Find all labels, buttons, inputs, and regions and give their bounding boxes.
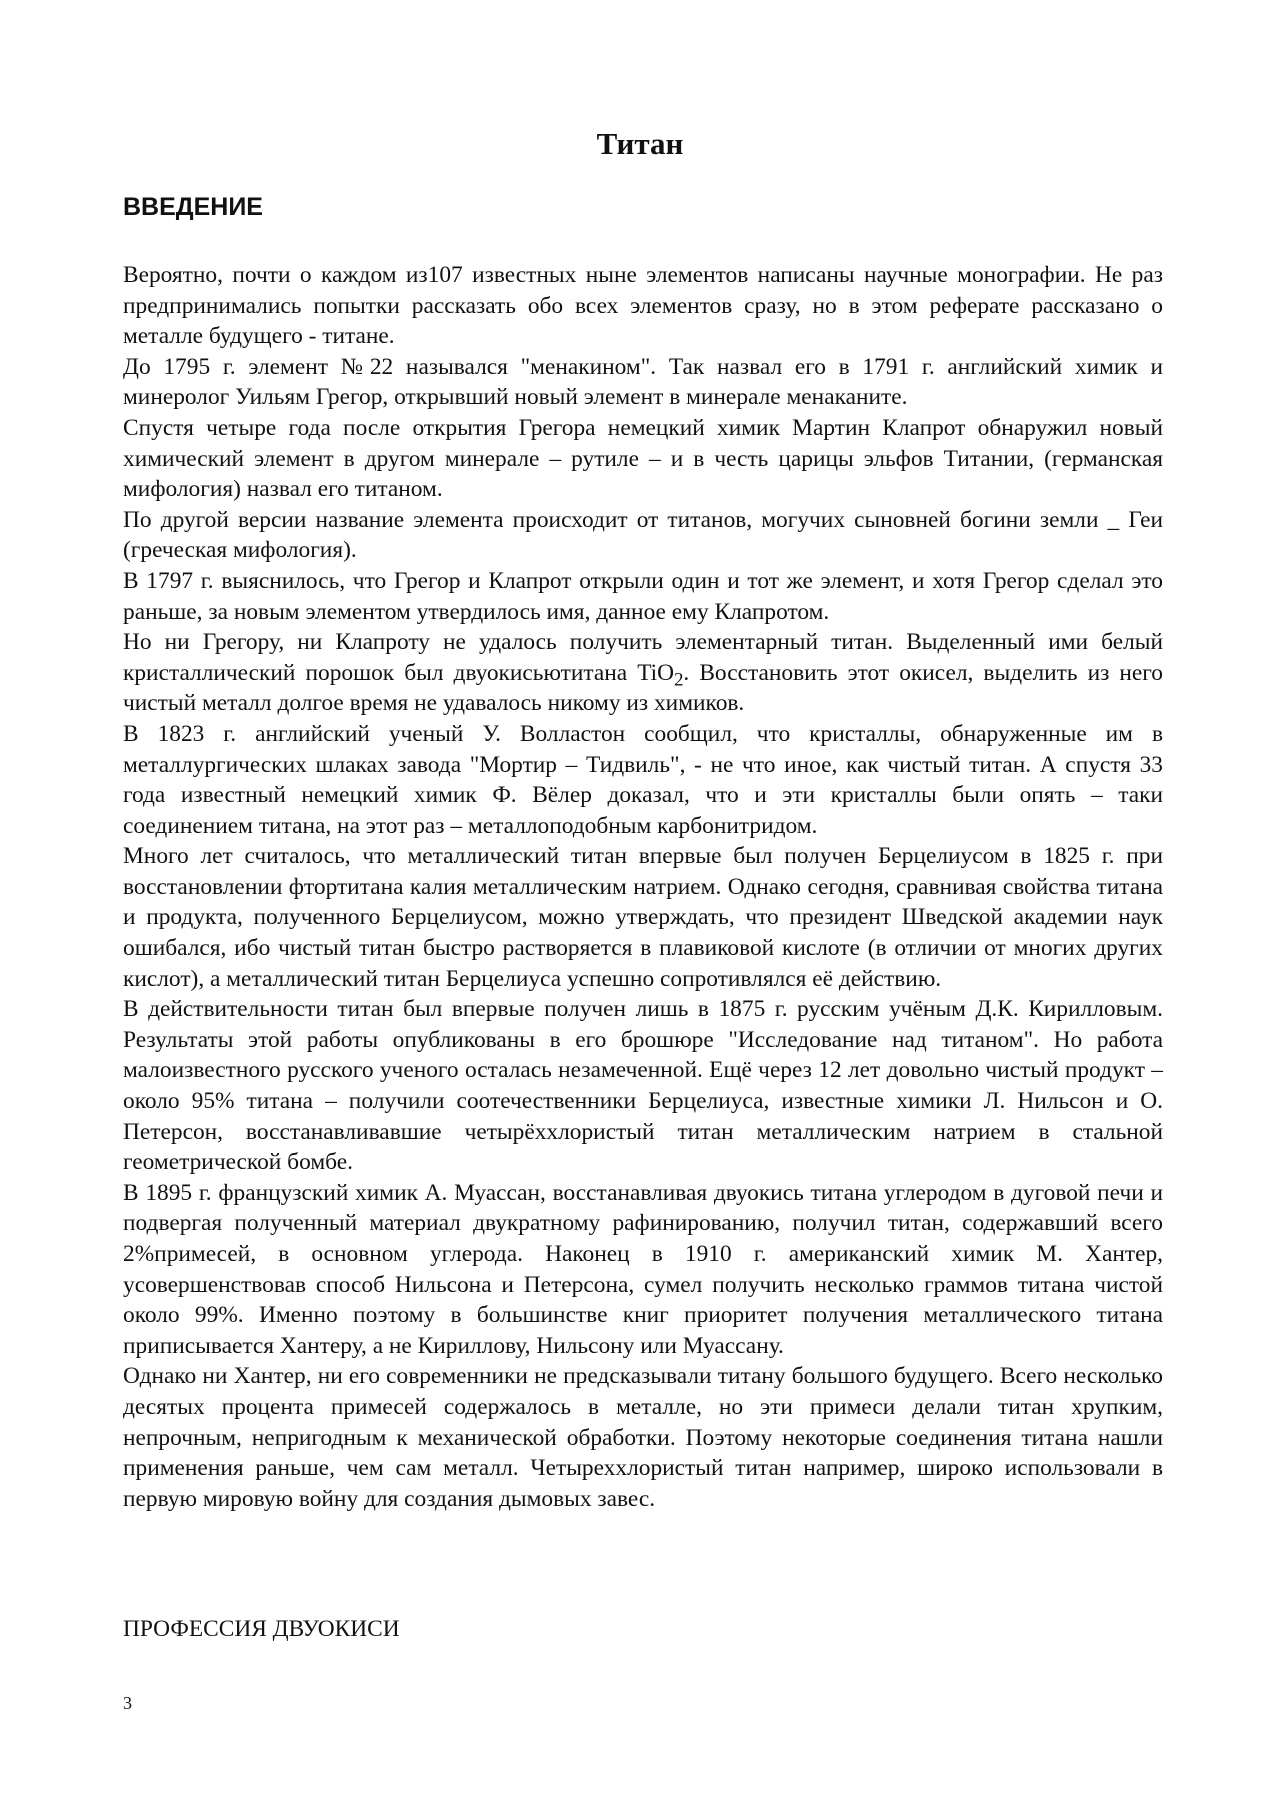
paragraph: Вероятно, почти о каждом из107 известных ныне элементов написаны научные монографии. Не раз предпринимались попытки рассказать обо всех элементов сразу, но в этом реферате рассказано о металле будущего - титане. <box>123 262 1163 350</box>
paragraph: Однако ни Хантер, ни его современники не предсказывали титану большого будущего. Всего несколько десятых процента примесей содержалось в металле, но эти примеси делали титан хрупким, непрочным, непригодным к механической обработки. Поэтому некоторые соединения титана нашли применения раньше, чем сам металл. Четыреххлористый титан например, широко использовали в первую мировую войну для создания дымовых завес. <box>123 1363 1163 1512</box>
paragraph: Много лет считалось, что металлический титан впервые был получен Берцелиусом в 1825 г. при восстановлении фтортитана калия металлическим натрием. Однако сегодня, сравнивая свойства титана и продукта, полученного Берцелиусом, можно утверждать, что президент Шведской академии наук ошибался, ибо чистый титан быстро растворяется в плавиковой кислоте (в отличии от многих других кислот), а металлический титан Берцелиуса успешно сопротивлялся её действию. <box>123 843 1163 992</box>
paragraph: В 1797 г. выяснилось, что Грегор и Клапрот открыли один и тот же элемент, и хотя Грегор сделал это раньше, за новым элементом утвердилось имя, данное ему Клапротом. <box>123 567 1163 625</box>
paragraph-tio2-text: Но ни Грегору, ни Клапроту не удалось получить элементарный титан. Выделенный ими белый кристаллический порошок был двуокисьютитана TiO <box>123 629 1163 686</box>
document-title: Титан <box>596 126 684 161</box>
paragraph: В 1823 г. английский ученый У. Волластон сообщил, что кристаллы, обнаруженные им в металлургических шлаках завода "Мортир – Тидвиль", - не что иное, как чистый титан. А спустя 33 года известный немецкий химик Ф. Вёлер доказал, что и эти кристаллы были опять – таки соединением титана, на этот раз – металлоподобным карбонитридом. <box>123 720 1163 839</box>
section-heading: ВВЕДЕНИЕ <box>123 193 263 221</box>
paragraph-tio2-continuation: . Восстановить этот окисел, выделить из него чистый металл долгое время не удавалось никому из химиков. <box>123 659 1164 717</box>
paragraph: Спустя четыре года после открытия Грегора немецкий химик Мартин Клапрот обнаружил новый химический элемент в другом минерале – рутиле – и в честь царицы эльфов Титании, (германская мифология) назвал его титаном. <box>123 414 1163 503</box>
paragraph: В 1895 г. французский химик А. Муассан, восстанавливая двуокись титана углеродом в дуговой печи и подвергая полученный материал двукратному рафинированию, получил титан, содержавший всего 2%примесей, в основном углерода. Наконец в 1910 г. американский химик М. Хантер, усовершенствовав способ Нильсона и Петерсона, сумел получить несколько граммов титана чистой около 99%. Именно поэтому в большинстве книг приоритет получения металлического титана приписывается Хантеру, а не Кириллову, Нильсону или Муассану. <box>123 1179 1163 1359</box>
page-number: 3 <box>123 1693 132 1713</box>
paragraph: По другой версии название элемента происходит от титанов, могучих сыновней богини земли _ Геи (греческая мифология). <box>123 506 1163 564</box>
body-text <box>123 260 1163 1514</box>
paragraph: До 1795 г. элемент №22 назывался "менакином". Так назвал его в 1791 г. английский химик и минеролог Уильям Грегор, открывший новый элемент в минерале менаканите. <box>123 353 1163 411</box>
next-section-heading: ПРОФЕССИЯ ДВУОКИСИ <box>123 1616 400 1642</box>
tio2-subscript: 2 <box>674 669 684 691</box>
paragraph-tio2 <box>123 627 1163 719</box>
paragraph: В действительности титан был впервые получен лишь в 1875 г. русским учёным Д.К. Кирилловым. Результаты этой работы опубликованы в его брошюре "Исследование над титаном". Но работа малоизвестного русского ученого осталась незамеченной. Ещё через 12 лет довольно чистый продукт – около 95% титана – получили соотечественники Берцелиуса, известные химики Л. Нильсон и О. Петерсон, восстанавливавшие четырёххлористый титан металлическим натрием в стальной геометрической бомбе. <box>123 996 1163 1176</box>
